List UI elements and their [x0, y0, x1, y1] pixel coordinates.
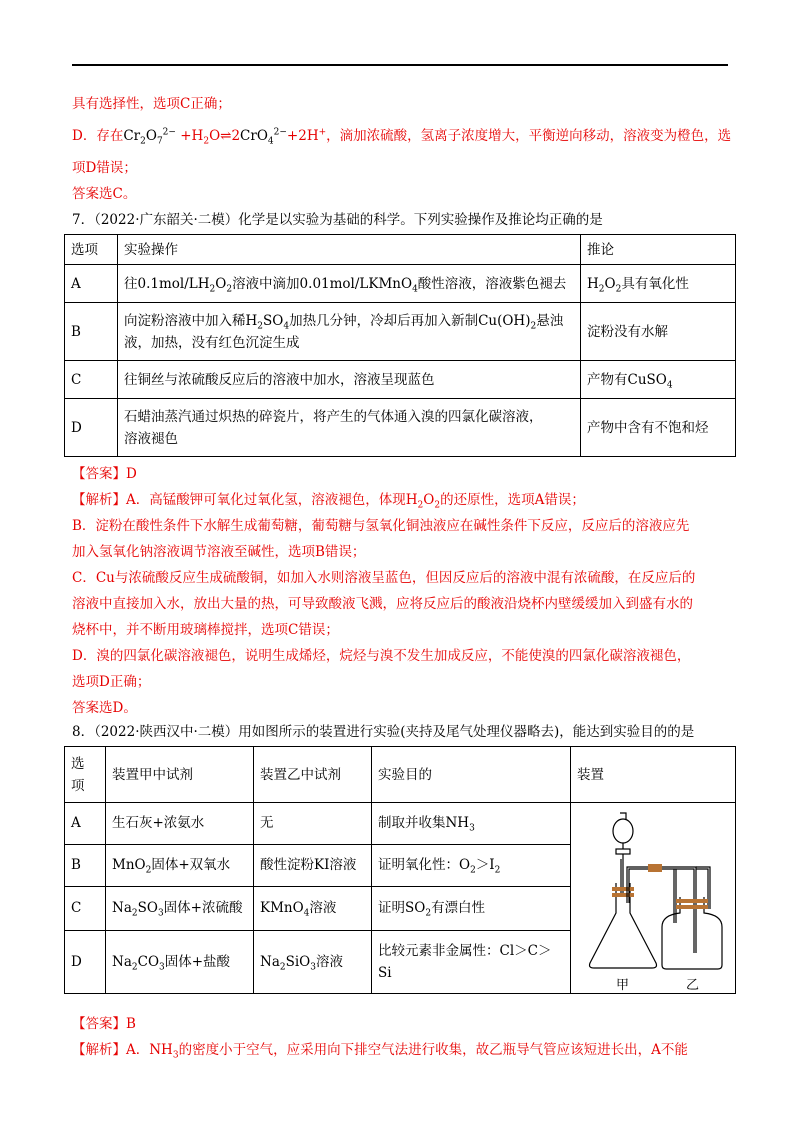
q7-analysis-d2: 选项D正确； — [72, 674, 151, 690]
table-row — [65, 235, 736, 265]
q8-goal-b: 证明氧化性：$O_2>I_2$ — [372, 844, 571, 886]
q7-inference-b: 淀粉没有水解 — [581, 303, 736, 361]
apparatus-diagram — [578, 803, 728, 993]
table-row — [65, 303, 736, 361]
q8-goal-c: 证明$SO_2$有漂白性 — [372, 886, 571, 930]
q7-analysis-a: 【解析】A．高锰酸钾可氧化过氧化氢，溶液褪色，体现$H_2O_2$的还原性，选项A错误； — [72, 492, 585, 511]
q7-analysis-end: 答案选D。 — [72, 700, 137, 716]
tube-connector — [648, 864, 662, 872]
q8-jia-d: $Na_2CO_3$固体+盐酸 — [106, 931, 254, 994]
q7-analysis-b2: 加入氢氧化钠溶液调节溶液至碱性，选项B错误； — [72, 544, 366, 560]
table-row — [65, 747, 736, 803]
q7-option-c: C — [65, 361, 118, 399]
stopper-yi-bottom — [676, 905, 708, 909]
delivery-tube — [627, 867, 710, 953]
q7-table — [64, 234, 736, 457]
q7-operation-b: 向淀粉溶液中加入稀$H_2SO_4$加热几分钟，冷却后再加入新制$Cu(OH)_2$悬浊 液，加热，没有红色沉淀生成 — [118, 303, 581, 361]
q8-header-option: 选 项 — [65, 747, 106, 803]
q8-option-d: D — [65, 931, 106, 994]
q8-jia-a: 生石灰+浓氨水 — [106, 803, 254, 845]
q8-table — [64, 746, 736, 994]
label-jia: 甲 — [616, 978, 630, 993]
q8-stem: 8．（2022·陕西汉中·二模）用如图所示的装置进行实验(夹持及尾气处理仪器略去)，能达到实验目的的是 — [72, 724, 695, 740]
q8-option-c: C — [65, 886, 106, 930]
q8-header-yi: 装置乙中试剂 — [254, 747, 372, 803]
prev-analysis-line-3: 项D错误； — [72, 160, 137, 176]
prev-analysis-line-1: 具有选择性，选项C正确； — [72, 96, 231, 112]
q8-jia-c: $Na_2SO_3$固体+浓硫酸 — [106, 886, 254, 930]
header-rule — [72, 64, 728, 66]
dichromate-formula: $Cr_2O_7^{2-}$ — [123, 127, 176, 147]
q7-operation-a: 往$0.1mol/LH_2O_2$溶液中滴加0.01mol/LKMnO$_4$酸性溶液，溶液紫色褪去 — [118, 265, 581, 303]
q8-header-goal: 实验目的 — [372, 747, 571, 803]
q8-goal-a: 制取并收集$NH_3$ — [372, 803, 571, 845]
q7-option-b: B — [65, 303, 118, 361]
prev-answer: 答案选C。 — [72, 186, 137, 202]
q7-analysis-c2: 溶液中直接加入水，放出大量的热，可导致酸液飞溅，应将反应后的酸液沿烧杯内壁缓缓加入到盛有水的 — [72, 596, 693, 612]
q7-header-option: 选项 — [65, 235, 118, 265]
q7-header-operation: 实验操作 — [118, 235, 581, 265]
q8-header-jia: 装置甲中试剂 — [106, 747, 254, 803]
q7-option-d: D — [65, 399, 118, 457]
q7-option-a: A — [65, 265, 118, 303]
q7-inference-c: 产物有CuSO$_4$ — [581, 361, 736, 399]
q7-analysis-b1: B．淀粉在酸性条件下水解生成葡萄糖，葡萄糖与氢氧化铜浊液应在碱性条件下反应，反应后的溶液应先 — [72, 518, 690, 534]
q8-yi-b: 酸性淀粉KI溶液 — [254, 844, 372, 886]
stopper-jia-top — [612, 887, 634, 891]
stopper-yi-top — [676, 899, 708, 903]
chromate-formula: CrO$_4^{2-}$ — [240, 127, 287, 147]
q7-stem: 7．（2022·广东韶关·二模）化学是以实验为基础的科学。下列实验操作及推论均正确的是 — [72, 212, 603, 228]
q8-header-apparatus: 装置 — [571, 747, 736, 803]
separatory-funnel — [613, 813, 633, 895]
q7-operation-d: 石蜡油蒸汽通过炽热的碎瓷片，将产生的气体通入溴的四氯化碳溶液， 溶液褪色 — [118, 399, 581, 457]
apparatus-cell — [571, 803, 736, 994]
prev-analysis-line-2: D．存在$Cr_2O_7^{2-}$ $+H_2O\rightleftharpoons 2CrO_4^{2-}+2H^+$，滴加浓硫酸，氢离子浓度增大，平衡逆向移动，溶液变为橙色，选 — [72, 127, 732, 147]
q7-header-inference: 推论 — [581, 235, 736, 265]
q8-yi-d: $Na_2SiO_3$溶液 — [254, 931, 372, 994]
q8-answer: 【答案】B — [72, 1016, 136, 1032]
table-row — [65, 265, 736, 303]
label-yi: 乙 — [686, 978, 700, 993]
q7-inference-d: 产物中含有不饱和烃 — [581, 399, 736, 457]
q7-analysis-c3: 烧杯中，并不断用玻璃棒搅拌，选项C错误； — [72, 622, 339, 638]
q8-goal-d: 比较元素非金属性：Cl＞C＞Si — [372, 931, 571, 994]
q8-yi-c: KMnO$_4$溶液 — [254, 886, 372, 930]
table-row — [65, 803, 736, 845]
q7-operation-c: 往铜丝与浓硫酸反应后的溶液中加水，溶液呈现蓝色 — [118, 361, 581, 399]
q8-option-a: A — [65, 803, 106, 845]
stopper-jia-bottom — [612, 893, 634, 897]
q8-option-b: B — [65, 844, 106, 886]
table-row — [65, 361, 736, 399]
q8-jia-b: MnO$_2$固体+双氧水 — [106, 844, 254, 886]
q7-inference-a: $H_2O_2$具有氧化性 — [581, 265, 736, 303]
table-row — [65, 399, 736, 457]
q7-analysis-c1: C．Cu与浓硫酸反应生成硫酸铜，如加入水则溶液呈蓝色，但因反应后的溶液中混有浓硫酸，在反应后的 — [72, 570, 696, 586]
q8-yi-a: 无 — [254, 803, 372, 845]
q8-analysis-a: 【解析】A．$NH_3$的密度小于空气，应采用向下排空气法进行收集，故乙瓶导气管应该短进长出，A不能 — [72, 1042, 688, 1061]
q7-analysis-d1: D．溴的四氯化碳溶液褪色，说明生成烯烃，烷烃与溴不发生加成反应，不能使溴的四氯化碳溶液褪色， — [72, 648, 691, 664]
q7-answer: 【答案】D — [72, 466, 137, 482]
